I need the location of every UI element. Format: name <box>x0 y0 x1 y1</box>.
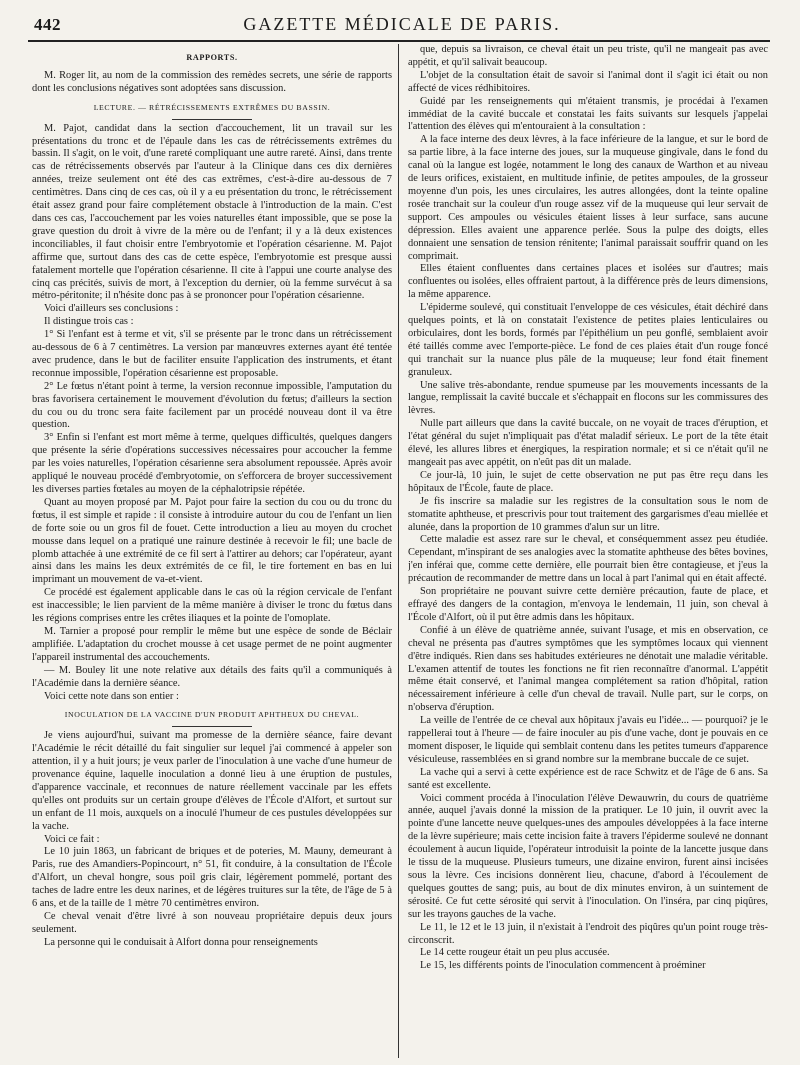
heading-inoculation: INOCULATION DE LA VACCINE D'UN PRODUIT APHTHEUX DU CHEVAL. <box>64 710 360 720</box>
paragraph: Voici ce fait : <box>44 833 100 845</box>
paragraph: Je viens aujourd'hui, suivant ma promesse de la dernière séance, faire devant l'Académie le récit détaillé du fait singulier sur lequel j'ai commencé à appeler son attention, il y a huit jours; je veux parler de l'inoculation à une vache d'une humeur de provenance équine, laquelle inoculation a donné lieu à une éruption de pustules, d'apparence vaccinale, et reconnues de nature réellement vaccinale par les effets qu'elles ont produits sur un certain groupe d'élèves de l'École d'Alfort, et surtout sur un enfant de 11 mois, auxquels on a inoculé l'humeur de ces pustules développées sur la vache. <box>32 730 392 832</box>
header-rule <box>28 40 770 42</box>
paragraph: Le 14 cette rougeur était un peu plus accusée. <box>420 947 610 959</box>
paragraph: Guidé par les renseignements qui m'étaient transmis, je procédai à l'examen immédiat de la cavité buccale et constatai les faits suivants sur lesquels j'appelai l'attention des élèves qui m'entouraient à la consultation : <box>408 95 768 133</box>
paragraph: Nulle part ailleurs que dans la cavité buccale, on ne voyait de traces d'éruption, et l'état général du sujet n'impliquait pas d'état maladif sérieux. Le port de la tête était élevé, les allures libres et énergiques, la respiration normale; et si ce n'était qu'il ne mangeait pas avec appétit, on n'eût pas dit un malade. <box>408 418 768 468</box>
heading-lecture: LECTURE. — RÉTRÉCISSEMENTS EXTRÊMES DU BASSIN. <box>93 102 331 112</box>
paragraph: Je fis inscrire sa maladie sur les registres de la consultation sous le nom de stomatite aphtheuse, et prescrivis pour tout traitement des gargarismes d'eau miellée et alunée, dans la proportion de 10 grammes d'alun sur un litre. <box>408 495 768 533</box>
paragraph: 1° Si l'enfant est à terme et vit, s'il se présente par le tronc dans un rétrécissement au-dessous de 6 à 7 centimètres. La version par manœuvres externes ayant été tentée avec prudence, dans le but de faciliter ensuite l'application des instruments, et étant reconnue impossible, l'opération césarienne est proposable. <box>32 329 392 379</box>
journal-title: GAZETTE MÉDICALE DE PARIS. <box>243 14 561 34</box>
heading-rule <box>172 726 252 727</box>
paragraph: Une salive très-abondante, rendue spumeuse par les mouvements incessants de la langue, remplissait la cavité buccale et s'échappait en flocons sur les commissures des lèvres. <box>408 379 768 417</box>
paragraph: A la face interne des deux lèvres, à la face inférieure de la langue, et sur le bord de sa partie libre, à la face interne des joues, sur la muqueuse gingivale, dans le fond du canal où la langue est logée, notamment le long des canaux de Warthon et au niveau de leurs orifices, existaient, en multitude infinie, de petites ampoules, de la grosseur moyenne d'un pois, les unes circulaires, les autres allongées, dont la teinte opaline rosée tranchait sur la couleur d'un rouge assez vif de la muqueuse qui leur servait de support. Ces ampoules ou vésicules étaient lisses à leur surface, sans aucune dépression. Elles avaient une apparence perlée. Sous la pulpe des doigts, elles donnaient une sensation de tension rénitente; l'animal paraissait souffrir quand on les comprimait. <box>408 134 768 262</box>
paragraph: Le 11, le 12 et le 13 juin, il n'existait à l'endroit des piqûres qu'un point rouge très-circonscrit. <box>408 921 768 946</box>
paragraph: Voici cette note dans son entier : <box>44 690 179 702</box>
paragraph: Le 15, les différents points de l'inoculation commencent à proéminer <box>420 960 706 972</box>
paragraph: La personne qui le conduisait à Alfort donna pour renseignements <box>44 936 318 948</box>
page-header <box>18 12 786 42</box>
paragraph: Confié à un élève de quatrième année, suivant l'usage, et mis en observation, ce cheval ne présenta pas d'autres symptômes que les symptômes locaux qui viennent d'être indiqués. Rien dans ses habitudes extérieures ne dénotait une maladie véritable. L'examen attentif de toutes les fonctions ne fit rien reconnaître d'anormal. L'appétit même était conservé, et l'animal mangea complétement sa ration d'hôpital, ration nécessairement inférieure à celle d'un cheval de travail. Nulle part, sur le corps, on n'observa d'éruption. <box>408 624 768 714</box>
paragraph: M. Pajot, candidat dans la section d'accouchement, lit un travail sur les présentations du tronc et de l'épaule dans les cas de rétrécissements extrêmes du bassin. Il s'agit, on le voit, d'une rareté compliquant une autre rareté. Ainsi, dans trente cas de rétrécissements observés par l'auteur à la Clinique dans ces dix dernières années, treize seulement ont été des cas extrêmes, c'est-à-dire au-dessous de 7 centimètres. Dans cinq de ces cas, où il y a eu présentation du tronc, le rétrécissement était assez grand pour faire complétement obstacle à l'introduction de la main. C'est dans ces cas, l'accouchement par les voies naturelles étant impossible, que se pose la grave question du droit à vivre de la mère ou de l'enfant; il y a là deux existences inconciliables, il faut choisir entre l'embryotomie et l'opération césarienne. M. Pajot affirme que, surtout dans des cas de cette espèce, l'embryotomie est presque aussi fatalement mortelle que l'opération césarienne. Il cite à l'appui une courte analyse des cinq cas précités, suivis de mort, à l'exception du dernier, où la femme survécut à sa métro-péritonite; il n'hésite donc pas à se prononcer pour l'opération césarienne. <box>32 122 392 302</box>
column-separator <box>398 44 399 1058</box>
paragraph: M. Roger lit, au nom de la commission des remèdes secrets, une série de rapports dont les conclusions négatives sont adoptées sans discussion. <box>32 69 392 94</box>
paragraph: 3° Enfin si l'enfant est mort même à terme, quelques difficultés, quelques dangers que présente la série d'opérations successives nécessaires pour accoucher la femme par les voies naturelles, l'opération césarienne sera absolument repoussée. Après avoir appliqué le nouveau procédé d'embryotomie, on s'efforcera de broyer successivement les diverses parties fœtales au moyen de la céphalotripsie répétée. <box>32 432 392 495</box>
paragraph: Ce jour-là, 10 juin, le sujet de cette observation ne put pas être reçu dans les hôpitaux de l'École, faute de place. <box>408 469 768 494</box>
paragraph: Voici d'ailleurs ses conclusions : <box>44 303 179 315</box>
paragraph: La veille de l'entrée de ce cheval aux hôpitaux j'avais eu l'idée... — pourquoi? je le rappellerai tout à l'heure — de faire inoculer au pis d'une vache, dont je pouvais en ce moment disposer, le liquide qui semblait contenu dans les petites tumeurs d'apparence vésiculeuse, rassemblées en si grand nombre sur la membrane buccale de ce sujet. <box>408 715 768 765</box>
paragraph: La vache qui a servi à cette expérience est de race Schwitz et de l'âge de 6 ans. Sa santé est excellente. <box>408 766 768 791</box>
left-column <box>32 44 392 1058</box>
paragraph: Ce cheval venait d'être livré à son nouveau propriétaire depuis deux jours seulement. <box>32 911 392 935</box>
page-number: 442 <box>34 15 61 34</box>
paragraph: Son propriétaire ne pouvant suivre cette dernière précaution, faute de place, et effrayé des dangers de la contagion, m'envoya le lendemain, 11 juin, son cheval à l'École d'Alfort, où il put être admis dans les hôpitaux. <box>408 586 768 623</box>
paragraph: 2° Le fœtus n'étant point à terme, la version reconnue impossible, l'amputation du bras favorisera certainement le mouvement d'évolution du fœtus; d'ailleurs la section du cou ou du tronc sera faite facilement par un procédé nouveau dont il va être question. <box>32 380 392 431</box>
heading-rapports: RAPPORTS. <box>186 53 238 62</box>
paragraph: Ce procédé est également applicable dans le cas où la région cervicale de l'enfant est inaccessible; le lien parvient de la même manière à diviser le tronc du fœtus dans les régions comprises entre les crêtes iliaques et la pointe de l'omoplate. <box>32 587 392 625</box>
paragraph: Cette maladie est assez rare sur le cheval, et conséquemment assez peu étudiée. Cependant, m'inspirant de ses analogies avec la stomatite aphtheuse des bêtes bovines, j'en inférai que, comme cette dernière, elle pourrait bien être contagieuse, et j'eus la précaution de recommander de mettre dans un local à part l'animal qui en était affecté. <box>408 534 768 585</box>
heading-rule <box>172 119 252 120</box>
paragraph: L'objet de la consultation était de savoir si l'animal dont il s'agit ici était ou non affecté de vices rédhibitoires. <box>408 69 768 94</box>
paragraph: Il distingue trois cas : <box>44 316 134 328</box>
paragraph: Quant au moyen proposé par M. Pajot pour faire la section du cou ou du tronc du fœtus, il est simple et rapide : il consiste à introduire autour du cou de l'enfant un lien de forte soie ou un gros fil de fouet. Cette introduction a lieu au moyen du crochet mousse dans lequel on a pratiqué une rainure destinée à recevoir le fil; une bacle de plomb attachée à une extrémité de ce fil sert à l'attirer au dehors; car l'opérateur, ayant ainsi dans les mains les deux extrémités de ce fil, le tire fortement en bas en lui imprimant un mouvement de va-et-vient. <box>32 496 392 586</box>
paragraph: Elles étaient confluentes dans certaines places et isolées sur d'autres; mais confluentes ou isolées, elles offraient partout, à la différence près de leurs dimensions, la même apparence. <box>408 263 768 301</box>
paragraph: que, depuis sa livraison, ce cheval était un peu triste, qu'il ne mangeait pas avec appétit, et qu'il salivait beaucoup. <box>408 44 768 68</box>
paragraph: — M. Bouley lit une note relative aux détails des faits qu'il a communiqués à l'Académie dans la dernière séance. <box>32 664 392 689</box>
paragraph: L'épiderme soulevé, qui constituait l'enveloppe de ces vésicules, était déchiré dans quelques points, et là on constatait l'existence de petites plaies lenticulaires ou orbiculaires, dont les bords, formés par l'épithélium un peu gonflé, semblaient avoir été taillés comme avec l'emporte-pièce. Le fond de ces plaies était d'un rouge foncé qui tranchait sur la nuance plus pâle de la muqueuse; leur fond était finement granuleux. <box>408 302 768 378</box>
paragraph: Le 10 juin 1863, un fabricant de briques et de poteries, M. Mauny, demeurant à Paris, rue des Amandiers-Popincourt, n° 51, fit conduire, à la consultation de l'École d'Alfort, un cheval hongre, sous poil gris clair, légèrement pommelé, portant des taches de ladre entre les deux narines, et de légères truitures sur la tête, de l'âge de 5 à 6 ans, et de la taille de 1 mètre 70 centimètres environ. <box>32 846 392 910</box>
right-column <box>408 44 768 1058</box>
paragraph: M. Tarnier a proposé pour remplir le même but une espèce de sonde de Béclair amplifiée. L'adaptation du crochet mousse à cet usage permet de ne point augmenter l'appareil instrumental des accouchements. <box>32 625 392 663</box>
paragraph: Voici comment procéda à l'inoculation l'élève Dewauwrin, du cours de quatrième année, auquel j'avais donné la mission de la pratiquer. Le 10 juin, il ouvrit avec la pointe d'une lancette neuve quelques-unes des ampoules développées à la face interne de la lèvre supérieure; mais cette incision faite à travers l'épiderme soulevé ne donnant écoulement à aucun liquide, l'opérateur introduisit la pointe de la lancette jusque dans le tissu de la muqueuse. Plusieurs tumeurs, une dizaine environ, furent ainsi incisées sous la lèvre. Ces incisions donnèrent lieu, chacune, d'abord à l'écoulement de quelques gouttes de sang; puis, au bout de dix minutes environ, à un suintement de sérosité. Ce fut cette sérosité qui servit à l'inoculation. On l'inséra, par cinq piqûres, sur les trayons gauches de la vache. <box>408 792 768 920</box>
